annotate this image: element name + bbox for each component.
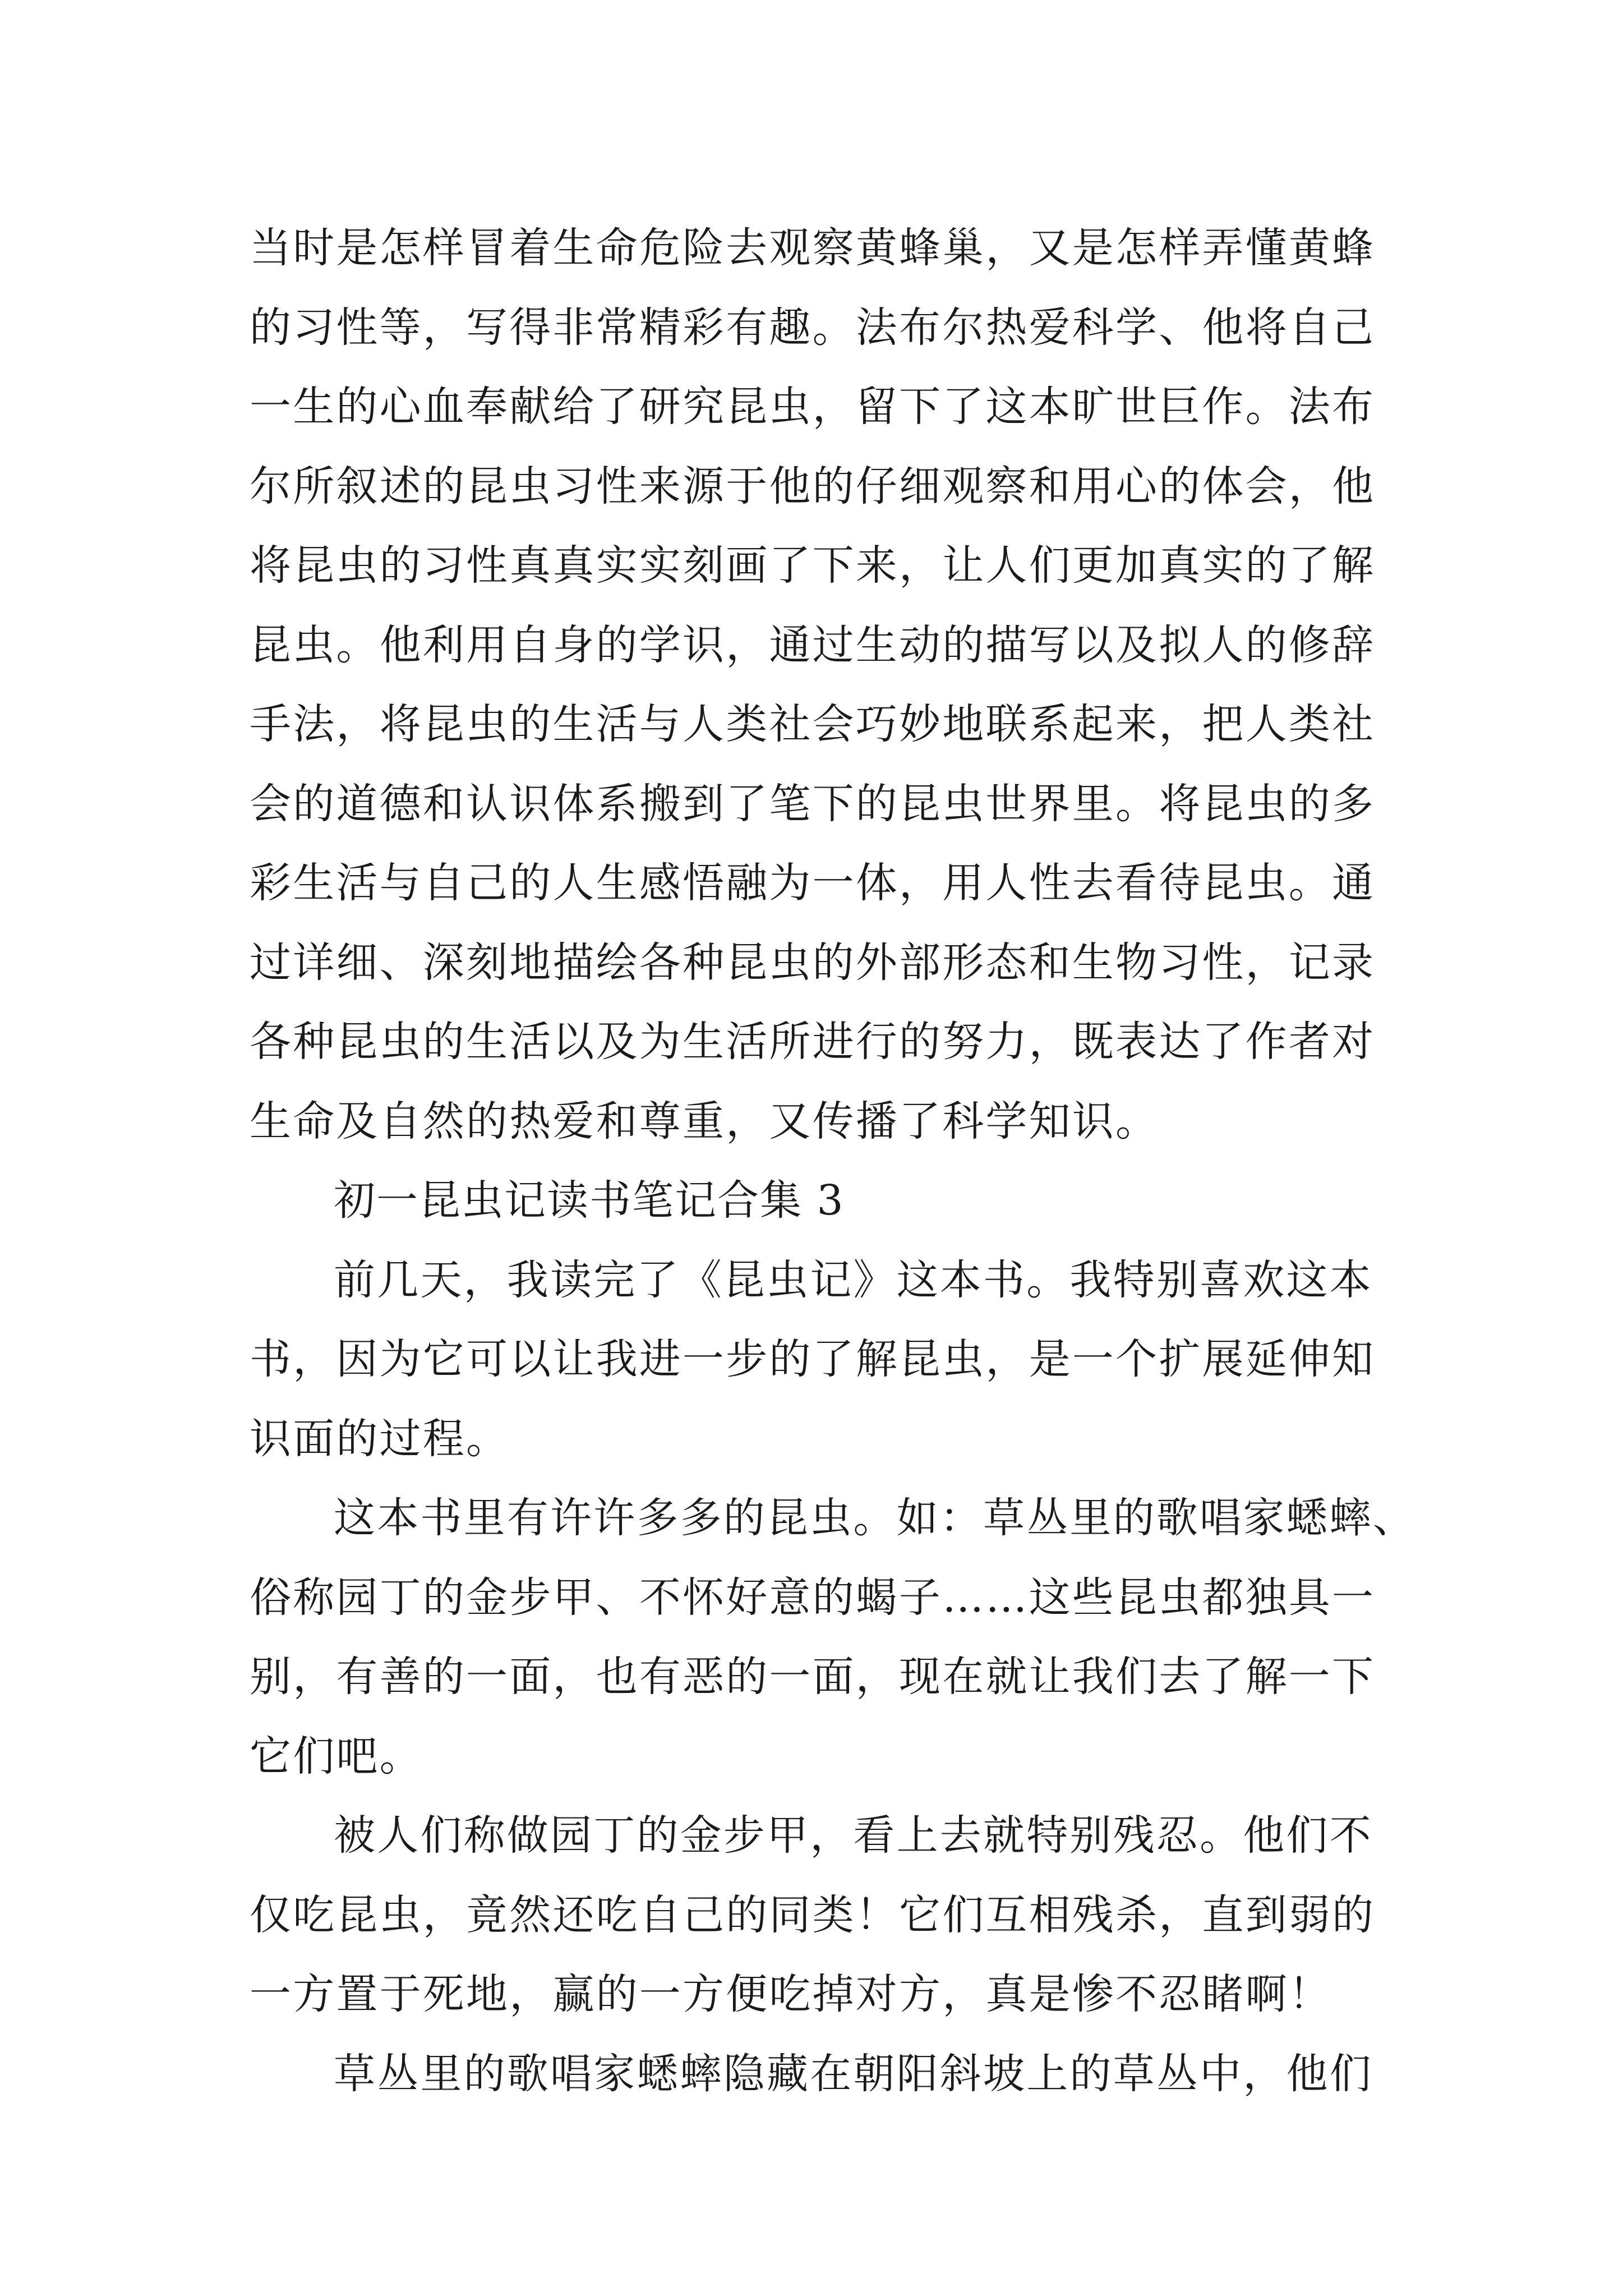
text-line: 过详细、深刻地描绘各种昆虫的外部形态和生物习性，记录 — [250, 938, 1376, 987]
paragraph-first-line: 被人们称做园丁的金步甲，看上去就特别残忍。他们不 — [334, 1811, 1373, 1860]
text-line: 各种昆虫的生活以及为生活所进行的努力，既表达了作者对 — [250, 1018, 1376, 1066]
paragraph-first-line: 草丛里的歌唱家蟋蟀隐藏在朝阳斜坡上的草丛中，他们 — [334, 2049, 1373, 2098]
text-line: 一方置于死地，赢的一方便吃掉对方，真是惨不忍睹啊！ — [250, 1970, 1332, 2018]
section-heading: 初一昆虫记读书笔记合集 3 — [334, 1176, 845, 1225]
body-text — [250, 209, 1416, 2114]
text-line: 将昆虫的习性真真实实刻画了下来，让人们更加真实的了解 — [250, 541, 1376, 590]
text-line: 尔所叙述的昆虫习性来源于他的仔细观察和用心的体会，他 — [250, 462, 1376, 510]
text-line: 的习性等，写得非常精彩有趣。法布尔热爱科学、他将自己 — [250, 303, 1376, 352]
text-line: 书，因为它可以让我进一步的了解昆虫，是一个扩展延伸知 — [250, 1335, 1376, 1383]
text-line: 手法，将昆虫的生活与人类社会巧妙地联系起来，把人类社 — [250, 700, 1376, 748]
text-line: 俗称园丁的金步甲、不怀好意的蝎子……这些昆虫都独具一 — [250, 1573, 1376, 1622]
text-line: 生命及自然的热爱和尊重，又传播了科学知识。 — [250, 1097, 1159, 1145]
text-line: 识面的过程。 — [250, 1414, 510, 1463]
text-line: 昆虫。他利用自身的学识，通过生动的描写以及拟人的修辞 — [250, 620, 1376, 669]
paragraph-first-line: 这本书里有许许多多的昆虫。如：草丛里的歌唱家蟋蟀、 — [334, 1494, 1416, 1542]
text-line: 一生的心血奉献给了研究昆虫，留下了这本旷世巨作。法布 — [250, 383, 1376, 431]
text-line: 别，有善的一面，也有恶的一面，现在就让我们去了解一下 — [250, 1653, 1376, 1701]
paragraph-first-line: 前几天，我读完了《昆虫记》这本书。我特别喜欢这本 — [334, 1255, 1373, 1304]
text-line: 彩生活与自己的人生感悟融为一体，用人性去看待昆虫。通 — [250, 859, 1376, 907]
text-line: 当时是怎样冒着生命危险去观察黄蜂巢，又是怎样弄懂黄蜂 — [250, 224, 1376, 272]
text-line: 仅吃昆虫，竟然还吃自己的同类！它们互相残杀，直到弱的 — [250, 1890, 1376, 1939]
text-line: 会的道德和认识体系搬到了笔下的昆虫世界里。将昆虫的多 — [250, 779, 1376, 828]
text-line: 它们吧。 — [250, 1732, 423, 1780]
